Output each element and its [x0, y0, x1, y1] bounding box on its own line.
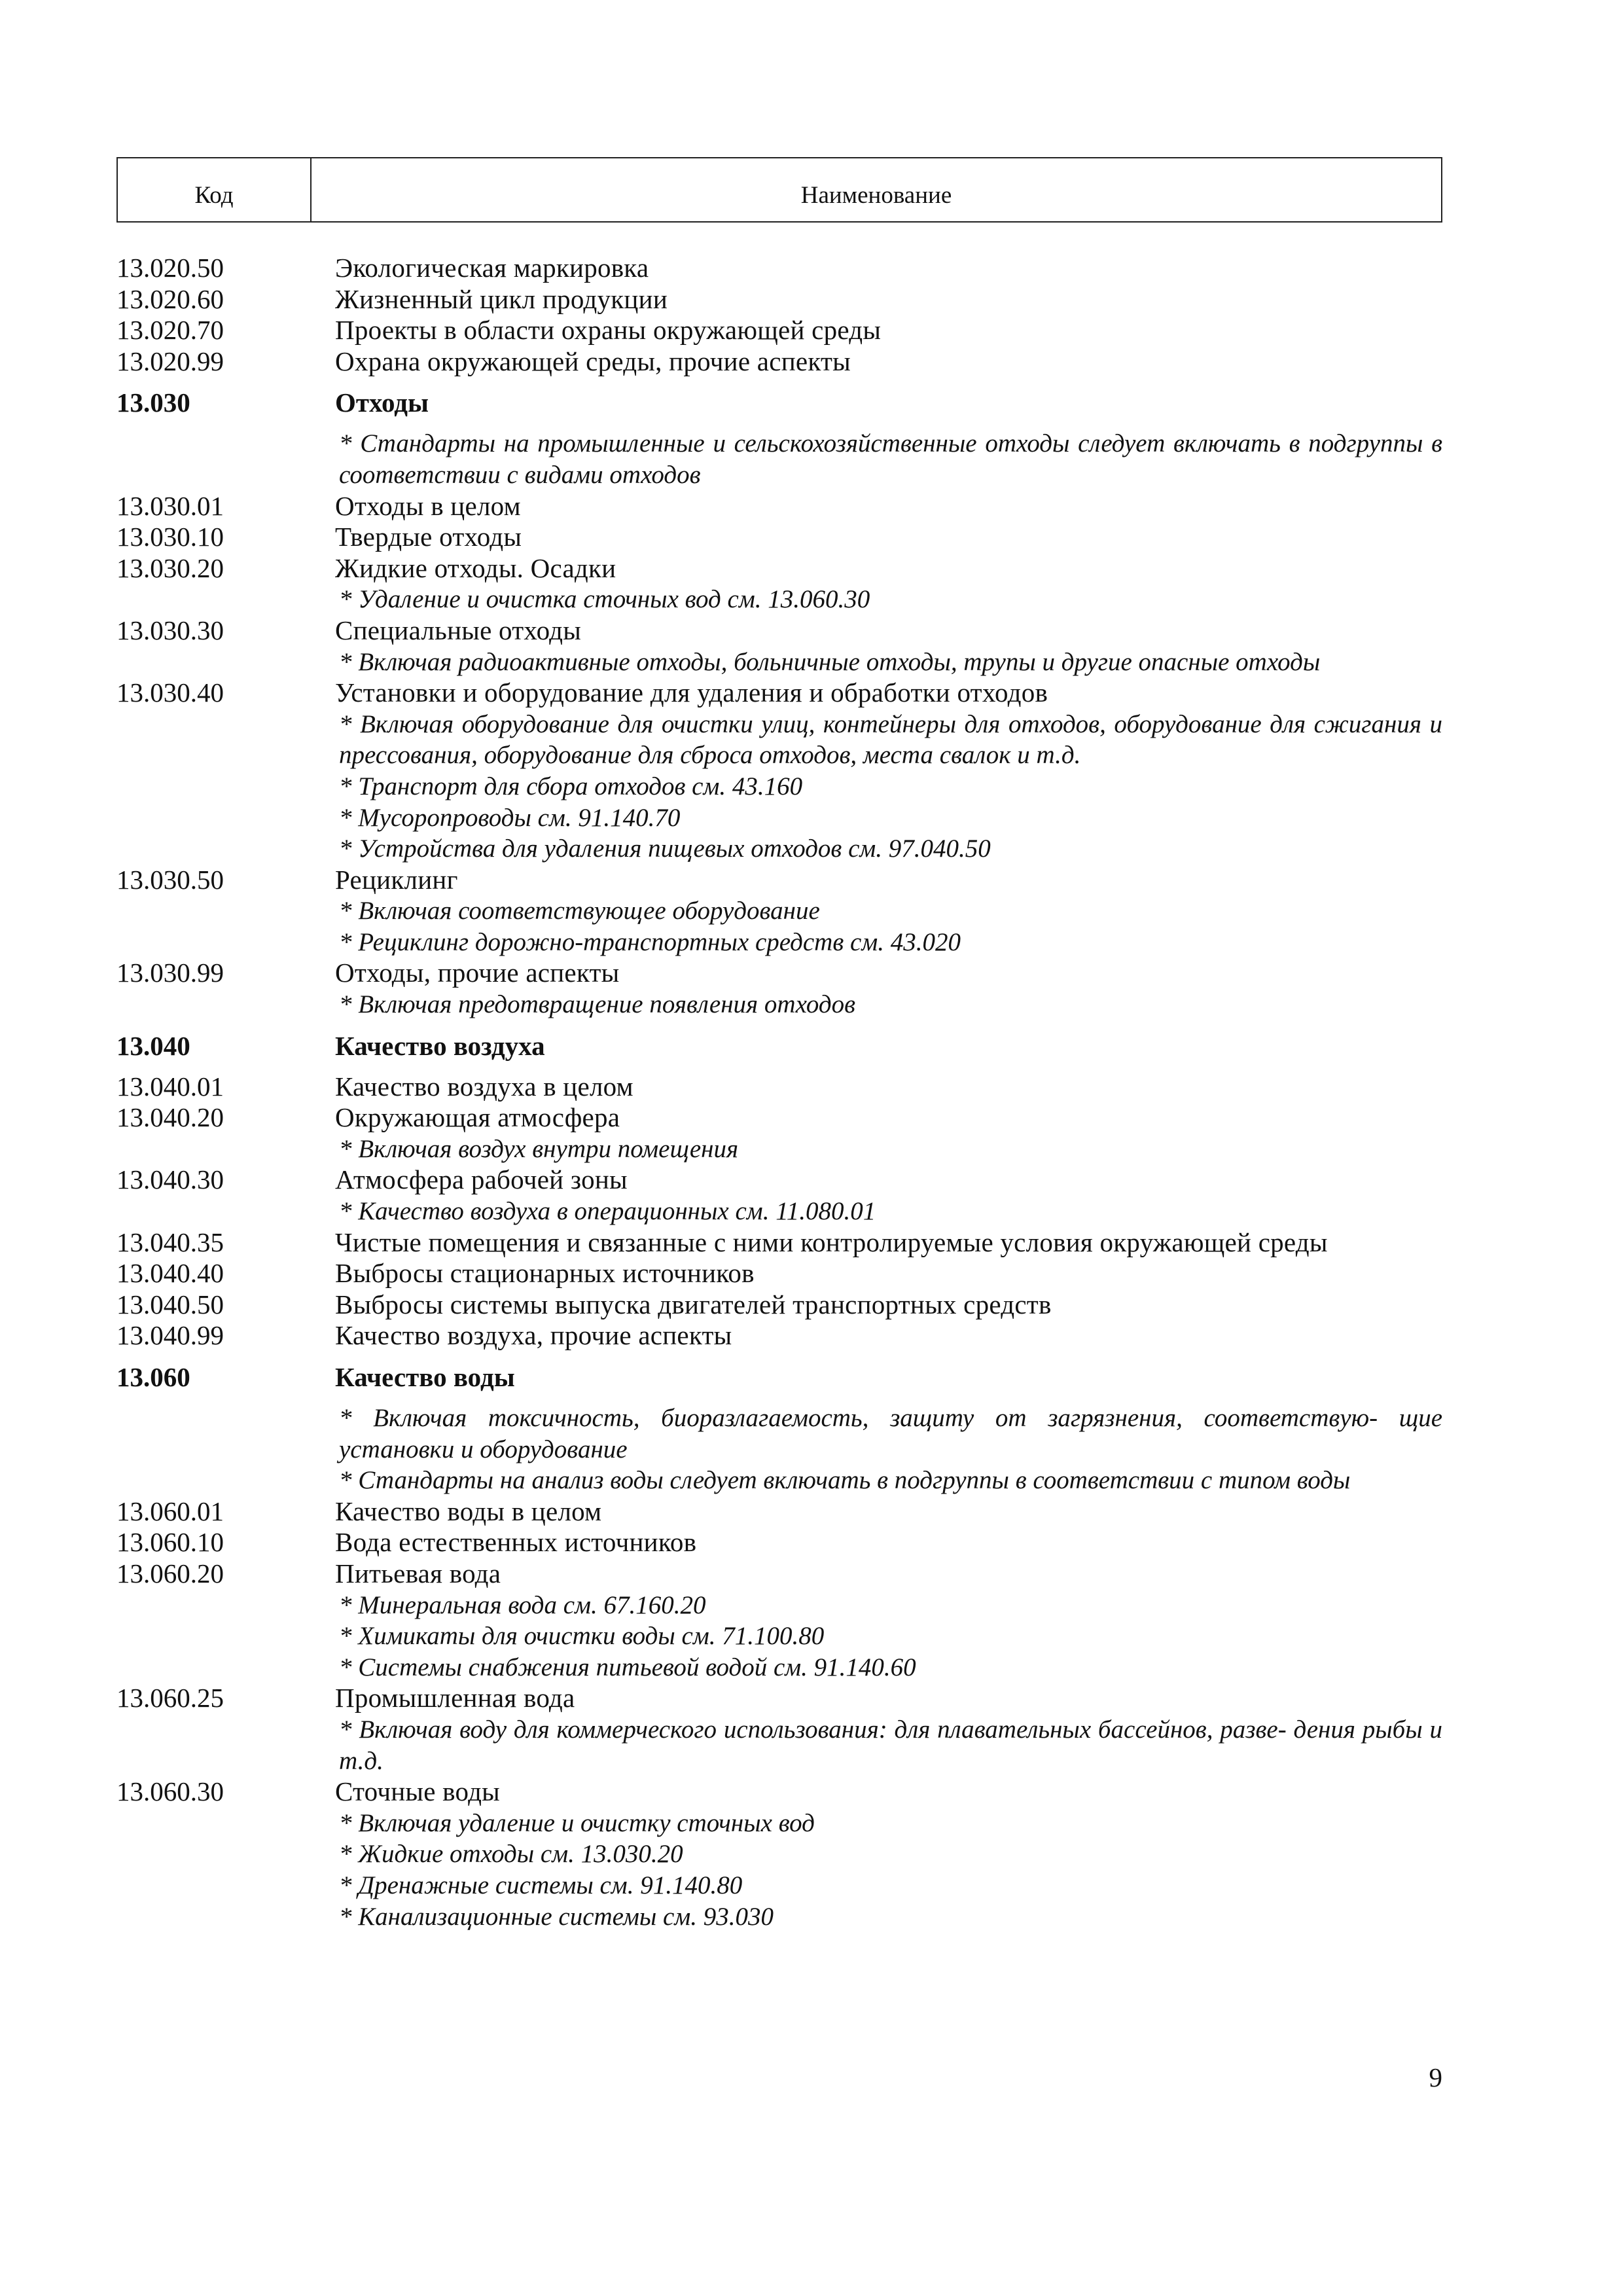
- entry-code: [120, 802, 339, 834]
- entry-code: [120, 1465, 339, 1496]
- entry-code: [120, 1403, 339, 1465]
- entry-code: [120, 647, 339, 678]
- note-row: [116, 709, 1442, 771]
- note-row: [116, 428, 1442, 490]
- note-text: * Включая соответствующее оборудование: [339, 897, 820, 925]
- entry-name: Выбросы системы выпуска двигателей транспортных средств: [335, 1289, 1052, 1319]
- entry-code: 13.020.99: [116, 346, 224, 376]
- entry-code: 13.020.60: [116, 283, 224, 314]
- classification-row: [116, 522, 1442, 553]
- note-row: [116, 989, 1442, 1020]
- entry-name: Окружающая атмосфера: [335, 1102, 620, 1133]
- entry-code: [120, 1839, 339, 1870]
- header-code: Код: [118, 158, 312, 221]
- entry-name: Охрана окружающей среды, прочие аспекты: [335, 346, 851, 376]
- note-text: * Включая радиоактивные отходы, больничные отходы, трупы и другие опасные отходы: [339, 647, 1321, 676]
- entry-code: [120, 1621, 339, 1652]
- entry-code: 13.030.40: [116, 677, 224, 708]
- classification-row: [116, 315, 1442, 346]
- note-row: [116, 584, 1442, 615]
- entry-name: Атмосфера рабочей зоны: [335, 1164, 628, 1195]
- entry-code: 13.060.30: [116, 1776, 224, 1807]
- classification-row: [116, 253, 1442, 284]
- note-row: [116, 1714, 1442, 1776]
- entry-name: Качество воздуха, прочие аспекты: [335, 1320, 732, 1351]
- note-text: * Включая удаление и очистку сточных вод: [339, 1808, 815, 1837]
- note-text: * Включая воду для коммерческого использования: для плавательных бассейнов, разве- дения рыбы и т.д.: [339, 1715, 1442, 1775]
- classification-row: [116, 1683, 1442, 1714]
- section-code: 13.030: [116, 387, 190, 418]
- classification-row: [116, 491, 1442, 522]
- entry-code: 13.030.30: [116, 615, 224, 645]
- entry-name: Вода естественных источников: [335, 1527, 697, 1558]
- entry-code: 13.040.35: [116, 1227, 224, 1257]
- classification-row: [116, 1527, 1442, 1558]
- entry-code: 13.030.01: [116, 490, 224, 521]
- entry-name: Промышленная вода: [335, 1683, 575, 1713]
- note-row: [116, 647, 1442, 678]
- note-text: * Системы снабжения питьевой водой см. 91.140.60: [339, 1653, 916, 1681]
- entry-code: [120, 895, 339, 927]
- entry-code: 13.030.99: [116, 958, 224, 988]
- note-text: * Включая токсичность, биоразлагаемость, защиту от загрязнения, соответствую- щие установки и оборудование: [339, 1404, 1442, 1463]
- entry-name: Чистые помещения и связанные с ними контролируемые условия окружающей среды: [335, 1227, 1328, 1257]
- entry-code: 13.030.50: [116, 864, 224, 895]
- entry-code: 13.020.50: [116, 253, 224, 283]
- note-row: [116, 895, 1442, 927]
- entry-code: [120, 709, 339, 771]
- note-row: [116, 771, 1442, 802]
- note-text: * Рециклинг дорожно-транспортных средств см. 43.020: [339, 927, 961, 956]
- entry-code: [120, 927, 339, 958]
- note-row: [116, 833, 1442, 865]
- note-row: [116, 1901, 1442, 1933]
- note-row: [116, 1196, 1442, 1227]
- table-header: [116, 157, 1442, 223]
- note-row: [116, 1134, 1442, 1165]
- entry-code: 13.060.10: [116, 1527, 224, 1558]
- section-title: Отходы: [335, 387, 429, 418]
- entry-code: 13.060.25: [116, 1683, 224, 1713]
- entry-code: [120, 771, 339, 802]
- section-heading: [116, 1361, 1442, 1393]
- note-row: [116, 1465, 1442, 1496]
- entry-name: Установки и оборудование для удаления и обработки отходов: [335, 677, 1048, 708]
- entry-code: [120, 989, 339, 1020]
- note-row: [116, 927, 1442, 958]
- entry-code: 13.030.20: [116, 552, 224, 583]
- note-text: * Качество воздуха в операционных см. 11.080.01: [339, 1197, 876, 1226]
- entry-name: Рециклинг: [335, 864, 458, 895]
- classification-row: [116, 1776, 1442, 1808]
- note-row: [116, 1403, 1442, 1465]
- note-row: [116, 802, 1442, 834]
- entry-code: 13.040.01: [116, 1071, 224, 1102]
- entry-code: 13.040.50: [116, 1289, 224, 1319]
- note-text: * Дренажные системы см. 91.140.80: [339, 1871, 743, 1899]
- note-text: * Стандарты на анализ воды следует включать в подгруппы в соответствии с типом воды: [339, 1466, 1351, 1495]
- classification-row: [116, 958, 1442, 989]
- entry-name: Качество воздуха в целом: [335, 1071, 633, 1102]
- entry-code: 13.040.30: [116, 1164, 224, 1195]
- classification-row: [116, 1496, 1442, 1528]
- note-text: * Включая оборудование для очистки улиц, контейнеры для отходов, оборудование для сжигания и прессования, оборудование для сброса отходов, места свалок и т.д.: [339, 709, 1442, 770]
- entry-code: 13.060.01: [116, 1496, 224, 1526]
- note-row: [116, 1652, 1442, 1683]
- classification-row: [116, 1558, 1442, 1590]
- note-row: [116, 1621, 1442, 1652]
- classification-row: [116, 1258, 1442, 1289]
- note-row: [116, 1839, 1442, 1870]
- note-row: [116, 1590, 1442, 1621]
- entry-name: Жизненный цикл продукции: [335, 283, 668, 314]
- entry-code: 13.020.70: [116, 315, 224, 346]
- note-text: * Канализационные системы см. 93.030: [339, 1902, 774, 1931]
- section-title: Качество воды: [335, 1362, 515, 1392]
- classification-row: [116, 1071, 1442, 1103]
- entry-code: 13.060.20: [116, 1558, 224, 1588]
- classification-row: [116, 346, 1442, 378]
- entry-code: [120, 1652, 339, 1683]
- entry-code: [120, 833, 339, 865]
- classification-row: [116, 284, 1442, 315]
- classification-row: [116, 615, 1442, 647]
- note-row: [116, 1808, 1442, 1839]
- entry-name: Питьевая вода: [335, 1558, 501, 1588]
- entry-code: 13.040.20: [116, 1102, 224, 1133]
- classification-row: [116, 1102, 1442, 1134]
- entry-name: Отходы в целом: [335, 490, 521, 521]
- entry-name: Твердые отходы: [335, 522, 522, 552]
- entry-code: [120, 1870, 339, 1901]
- classification-row: [116, 677, 1442, 709]
- note-text: * Удаление и очистка сточных вод см. 13.060.30: [339, 585, 870, 614]
- classification-list: [116, 253, 1442, 1932]
- note-text: * Химикаты для очистки воды см. 71.100.80: [339, 1622, 825, 1651]
- note-text: * Минеральная вода см. 67.160.20: [339, 1590, 706, 1619]
- entry-code: [120, 1714, 339, 1776]
- entry-code: [120, 1901, 339, 1933]
- entry-name: Отходы, прочие аспекты: [335, 958, 620, 988]
- entry-name: Проекты в области охраны окружающей среды: [335, 315, 882, 346]
- entry-code: [120, 1196, 339, 1227]
- classification-row: [116, 1227, 1442, 1259]
- note-text: * Устройства для удаления пищевых отходов см. 97.040.50: [339, 834, 991, 863]
- note-text: * Транспорт для сбора отходов см. 43.160: [339, 772, 803, 800]
- classification-row: [116, 865, 1442, 896]
- section-heading: [116, 386, 1442, 419]
- note-text: * Жидкие отходы см. 13.030.20: [339, 1840, 683, 1869]
- entry-code: 13.040.99: [116, 1320, 224, 1351]
- entry-code: [120, 1590, 339, 1621]
- classification-row: [116, 1164, 1442, 1196]
- entry-name: Качество воды в целом: [335, 1496, 602, 1526]
- entry-code: [120, 584, 339, 615]
- classification-row: [116, 1320, 1442, 1352]
- note-text: * Включая воздух внутри помещения: [339, 1134, 739, 1163]
- entry-code: [120, 1134, 339, 1165]
- entry-code: [120, 1808, 339, 1839]
- note-row: [116, 1870, 1442, 1901]
- classification-row: [116, 553, 1442, 584]
- entry-name: Жидкие отходы. Осадки: [335, 552, 616, 583]
- entry-code: 13.040.40: [116, 1258, 224, 1289]
- classification-row: [116, 1289, 1442, 1321]
- page-number: 9: [1429, 2062, 1442, 2092]
- section-title: Качество воздуха: [335, 1030, 545, 1061]
- entry-name: Специальные отходы: [335, 615, 582, 645]
- entry-code: 13.030.10: [116, 522, 224, 552]
- entry-name: Экологическая маркировка: [335, 253, 649, 283]
- note-text: * Включая предотвращение появления отходов: [339, 990, 856, 1019]
- header-name: Наименование: [800, 181, 952, 209]
- section-heading: [116, 1030, 1442, 1062]
- entry-name: Сточные воды: [335, 1776, 500, 1807]
- note-text: * Мусоропроводы см. 91.140.70: [339, 803, 681, 832]
- section-code: 13.040: [116, 1030, 190, 1061]
- entry-name: Выбросы стационарных источников: [335, 1258, 755, 1289]
- entry-code: [120, 428, 339, 490]
- section-code: 13.060: [116, 1362, 190, 1392]
- note-text: * Стандарты на промышленные и сельскохозяйственные отходы следует включать в подгруппы в соответствии с видами отходов: [339, 429, 1442, 489]
